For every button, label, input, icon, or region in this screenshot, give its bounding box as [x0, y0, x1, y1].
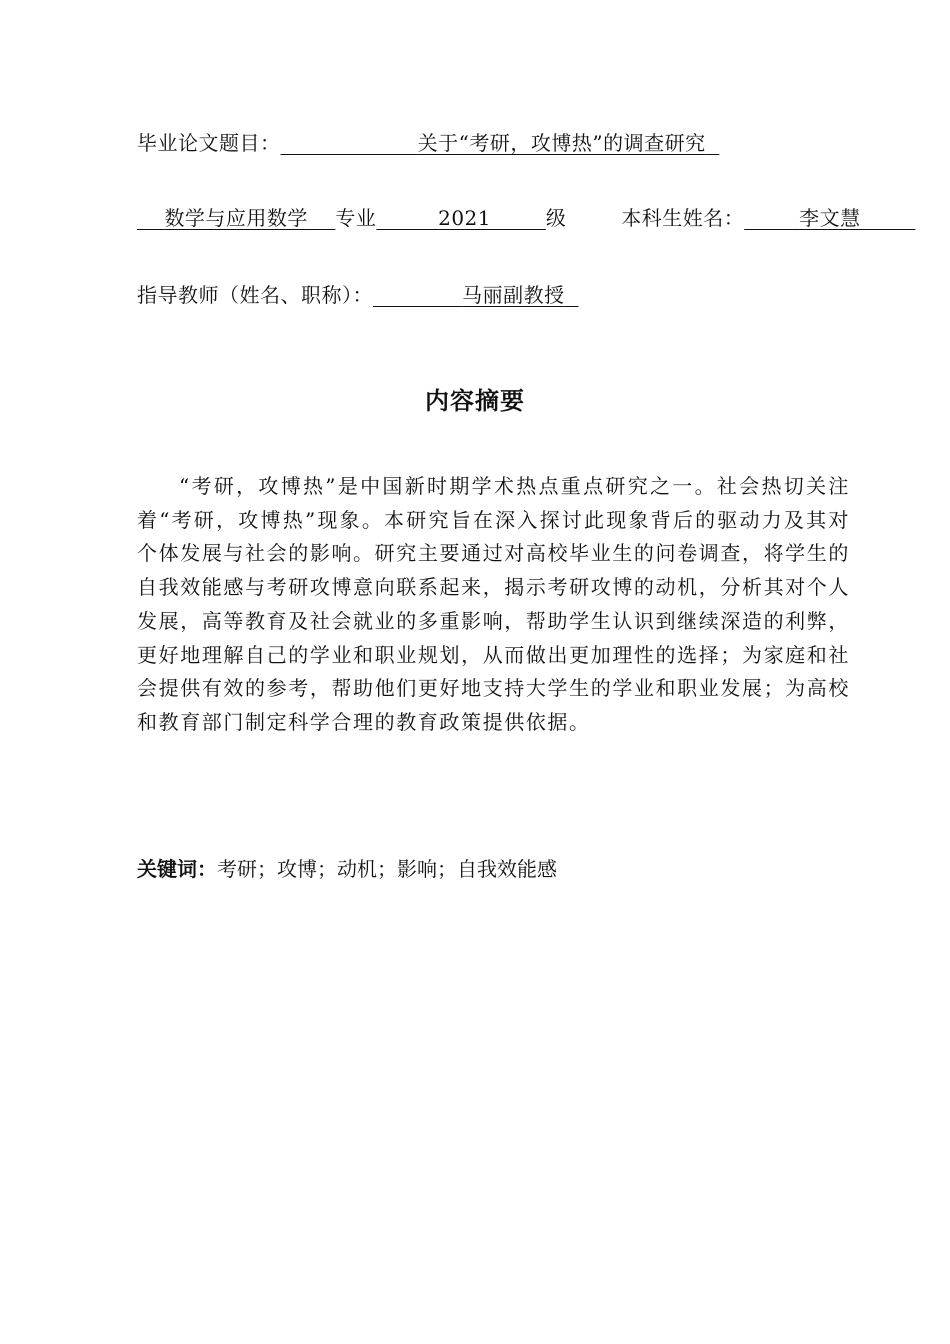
- keywords-label: 关键词：: [137, 857, 217, 881]
- thesis-title-label: 毕业论文题目：: [137, 131, 281, 155]
- keywords-value: 考研；攻博；动机；影响；自我效能感: [217, 857, 557, 881]
- major-value: [137, 206, 335, 230]
- student-name-text: 李文慧: [799, 206, 861, 230]
- thesis-title-value: [281, 131, 720, 155]
- major-text: 数学与应用数学: [164, 206, 308, 230]
- abstract-body: “考研，攻博热”是中国新时期学术热点重点研究之一。社会热切关注着“考研，攻博热”现象。本研究旨在深入探讨此现象背后的驱动力及其对个体发展与社会的影响。研究主要通过对高校毕业生的问卷调查，将学生的自我效能感与考研攻博意向联系起来，揭示考研攻博的动机，分析其对个人发展，高等教育及社会就业的多重影响，帮助学生认识到继续深造的利弊，更好地理解自己的学业和职业规划，从而做出更加理性的选择；为家庭和社会提供有效的参考，帮助他们更好地支持大学生的学业和职业发展；为高校和教育部门制定科学合理的教育政策提供依据。: [137, 474, 850, 734]
- keywords-line: [137, 856, 557, 882]
- advisor-line: [137, 283, 578, 307]
- major-suffix: 专业: [335, 206, 377, 230]
- student-name-value: [744, 206, 915, 230]
- thesis-title-text: 关于“考研，攻博热”的调查研究: [417, 131, 706, 155]
- advisor-text: 马丽副教授: [462, 283, 565, 307]
- grade-value: [376, 206, 545, 230]
- student-info-line: [137, 206, 915, 230]
- student-name-label: 本科生姓名：: [621, 206, 745, 230]
- grade-text: 2021: [438, 206, 491, 230]
- advisor-label: 指导教师（姓名、职称）：: [137, 283, 373, 307]
- advisor-value: [373, 283, 578, 307]
- grade-suffix: 级: [545, 206, 567, 230]
- thesis-title-line: [137, 131, 719, 155]
- abstract-heading: 内容摘要: [425, 387, 525, 415]
